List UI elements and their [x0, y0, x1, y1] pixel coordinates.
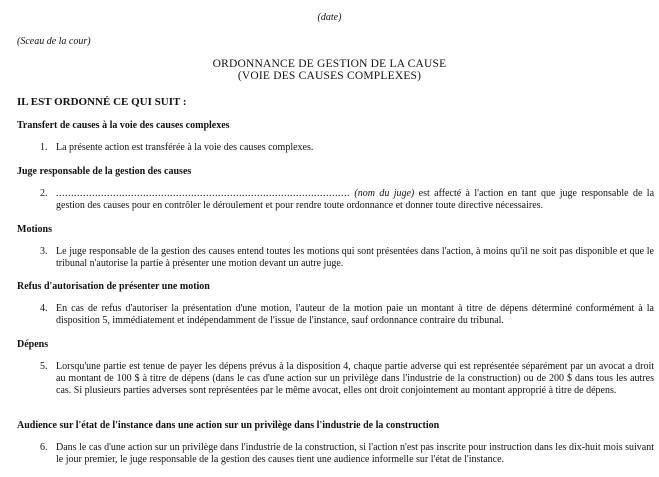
paragraph-number: 3.	[40, 246, 48, 257]
paragraph-text: Dans le cas d'une action sur un privilège dans l'industrie de la construction, si l'action n'est pas inscrite pour instruction dans les dix-huit mois suivant le jour premier, le juge responsable de la gestion des causes tient une audience informelle sur l'état de l'instance.	[56, 442, 654, 466]
paragraph-text: La présente action est transférée à la voie des causes complexes.	[56, 142, 314, 153]
paragraph-text: En cas de refus d'autoriser la présentation d'une motion, l'auteur de la motion paie un montant à titre de dépens déterminé conformément à la disposition 5, immédiatement et indépendamment de l'issue de l'instance, sauf ordonnance contraire du tribunal.	[56, 303, 654, 327]
judge-name-blank: ..................................................................................................	[56, 188, 350, 199]
paragraph-text-rest: est affecté à l'action en tant que juge responsable de la gestion des causes pour en contrôler le déroulement et pour rendre toute ordonnance et donner toute directive nécessaires.	[56, 188, 655, 212]
section-heading-transfer: Transfert de causes à la voie des causes complexes	[17, 120, 230, 131]
paragraph-number: 4.	[40, 303, 48, 314]
document-title: ORDONNANCE DE GESTION DE LA CAUSE	[212, 58, 447, 70]
paragraph-2	[40, 188, 654, 212]
order-statement: IL EST ORDONNÉ CE QUI SUIT :	[17, 96, 187, 108]
section-heading-judge: Juge responsable de la gestion des causes	[17, 166, 192, 177]
section-heading-motions: Motions	[17, 224, 52, 235]
section-heading-refusal: Refus d'autorisation de présenter une motion	[17, 281, 210, 292]
date-placeholder: (date)	[317, 12, 342, 23]
paragraph-4	[40, 303, 654, 327]
paragraph-3	[40, 246, 654, 270]
paragraph-text	[56, 188, 654, 212]
paragraph-text: Le juge responsable de la gestion des causes entend toutes les motions qui sont présentées dans l'action, à moins qu'il ne soit pas disponible et que le tribunal n'autorise la partie à présenter une motion devant un autre juge.	[56, 246, 654, 270]
paragraph-1	[40, 142, 654, 154]
paragraph-text: Lorsqu'une partie est tenue de payer les dépens prévus à la disposition 4, chaque partie adverse qui est représentée séparément par un avocat a droit au montant de 100 $ à titre de dépens (dans le cas d'une action sur un privilège dans l'industrie de la construction) ou de 200 $ dans tous les autres cas. Si plusieurs parties adverses sont représentées par le même avocat, elles ont droit conjointement au montant approprié à titre de dépens.	[56, 361, 654, 397]
paragraph-6	[40, 442, 654, 466]
section-heading-status-hearing: Audience sur l'état de l'instance dans une action sur un privilège dans l'industrie de la construction	[17, 420, 440, 431]
paragraph-number: 2.	[40, 188, 48, 199]
document-subtitle: (VOIE DES CAUSES COMPLEXES)	[237, 70, 422, 82]
paragraph-number: 5.	[40, 361, 48, 372]
section-heading-costs: Dépens	[17, 339, 49, 350]
paragraph-number: 6.	[40, 442, 48, 453]
paragraph-5	[40, 361, 654, 398]
court-seal-placeholder: (Sceau de la cour)	[17, 36, 91, 47]
judge-name-note: (nom du juge)	[354, 188, 415, 199]
paragraph-number: 1.	[40, 142, 48, 153]
